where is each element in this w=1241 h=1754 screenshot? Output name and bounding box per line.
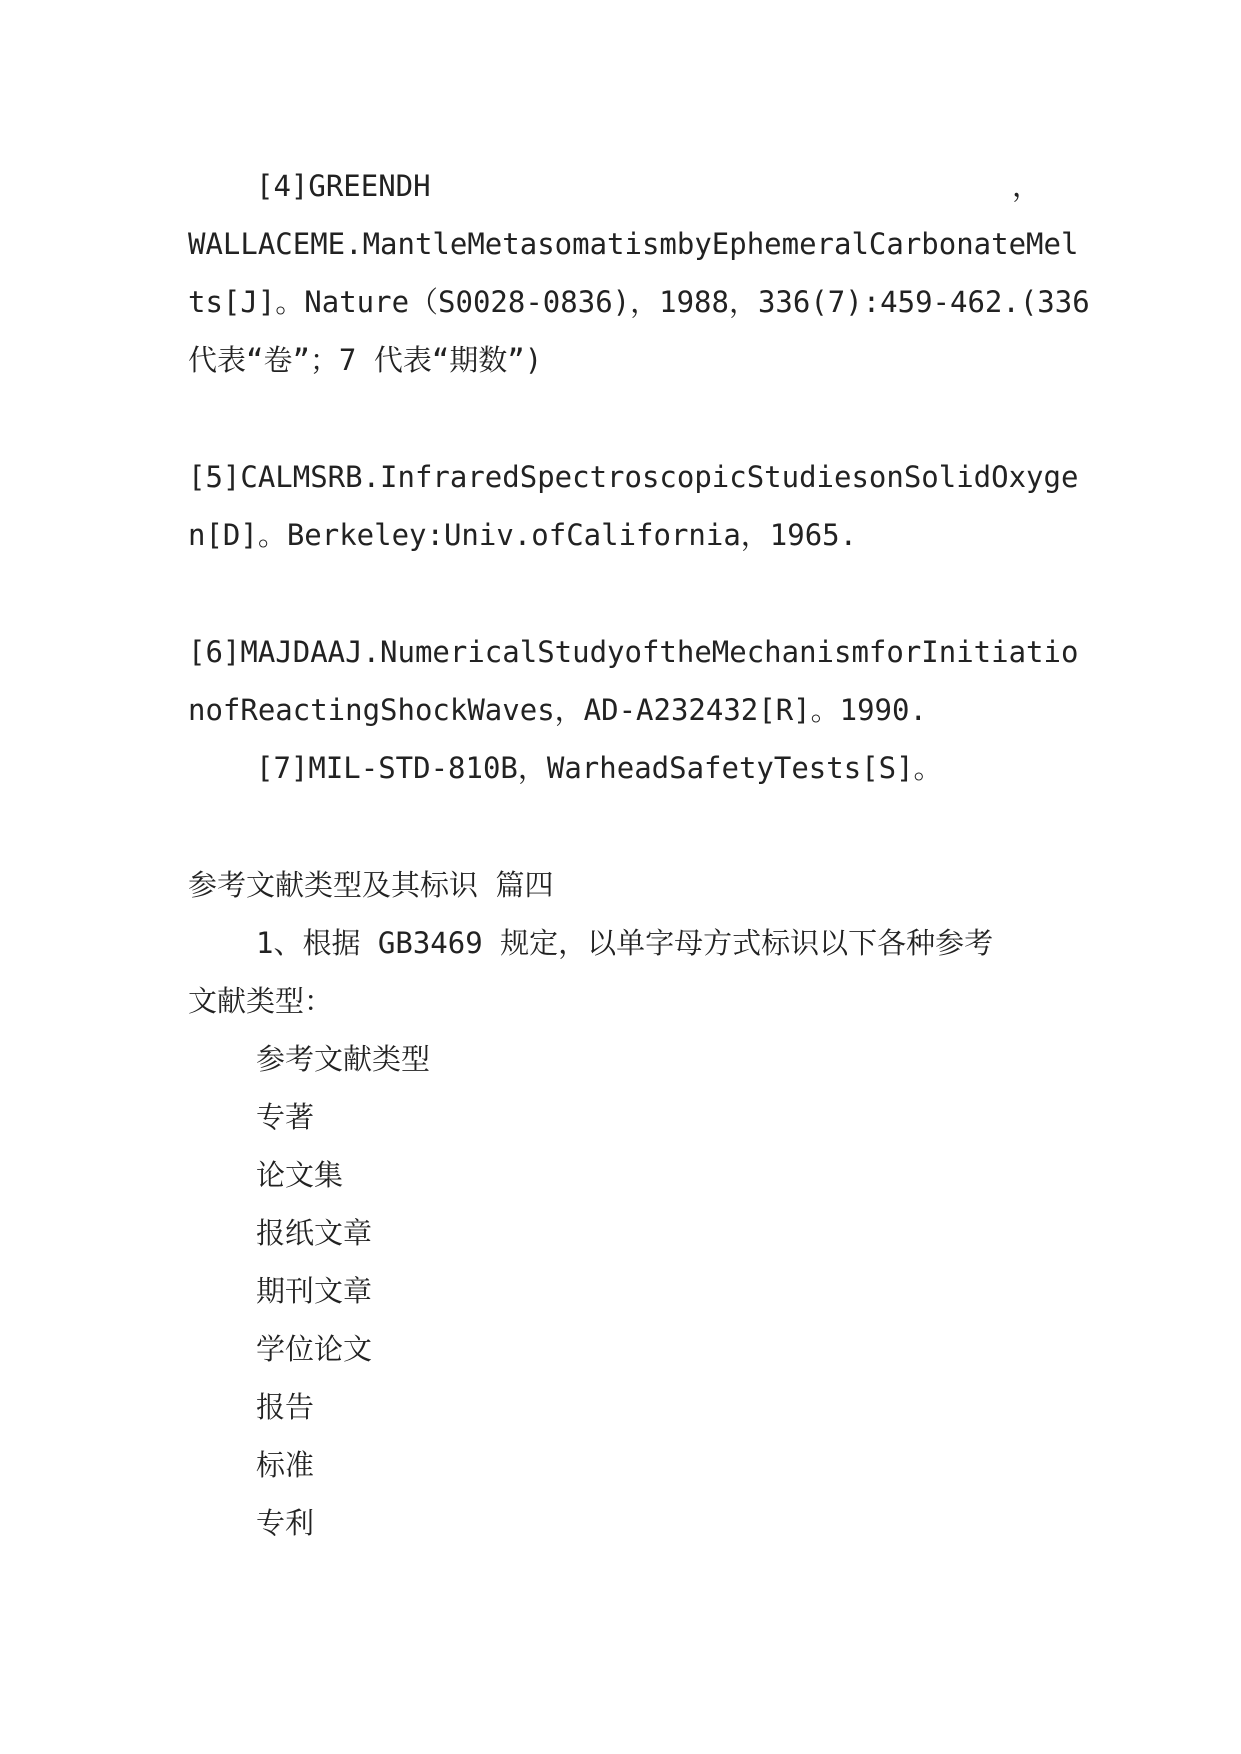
ref6-line1: [6]MAJDAAJ.NumericalStudyoftheMechanismforInitiatio	[188, 635, 1079, 669]
ref4-comma: ，	[1012, 169, 1042, 203]
section-heading: 参考文献类型及其标识 篇四	[188, 868, 554, 902]
section-intro-line2: 文献类型：	[188, 984, 334, 1018]
ref5-line2: n[D]。Berkeley:Univ.ofCalifornia，1965.	[188, 518, 858, 552]
ref4-line3: ts[J]。Nature（S0028-0836)，1988，336(7):459-462.(336	[188, 285, 1090, 319]
list-item: 论文集	[256, 1158, 344, 1192]
ref6-line2: nofReactingShockWaves，AD-A232432[R]。1990.	[188, 693, 927, 727]
list-item: 标准	[256, 1448, 315, 1482]
ref4-line1: [4]GREENDH	[256, 169, 431, 203]
list-item: 专利	[256, 1506, 315, 1540]
list-item: 专著	[256, 1100, 315, 1134]
list-item: 报告	[256, 1390, 315, 1424]
section-intro-line1: 1、根据 GB3469 规定，以单字母方式标识以下各种参考	[256, 926, 994, 960]
ref4-line2: WALLACEME.MantleMetasomatismbyEphemeralCarbonateMel	[188, 227, 1079, 261]
list-item: 期刊文章	[256, 1274, 373, 1308]
list-item: 学位论文	[256, 1332, 373, 1366]
ref7-line1: [7]MIL-STD-810B，WarheadSafetyTests[S]。	[256, 751, 943, 785]
list-item: 报纸文章	[256, 1216, 373, 1250]
ref4-line4: 代表“卷”；7 代表“期数”)	[188, 343, 543, 377]
list-item: 参考文献类型	[256, 1042, 431, 1076]
ref5-line1: [5]CALMSRB.InfraredSpectroscopicStudiesonSolidOxyge	[188, 460, 1079, 494]
